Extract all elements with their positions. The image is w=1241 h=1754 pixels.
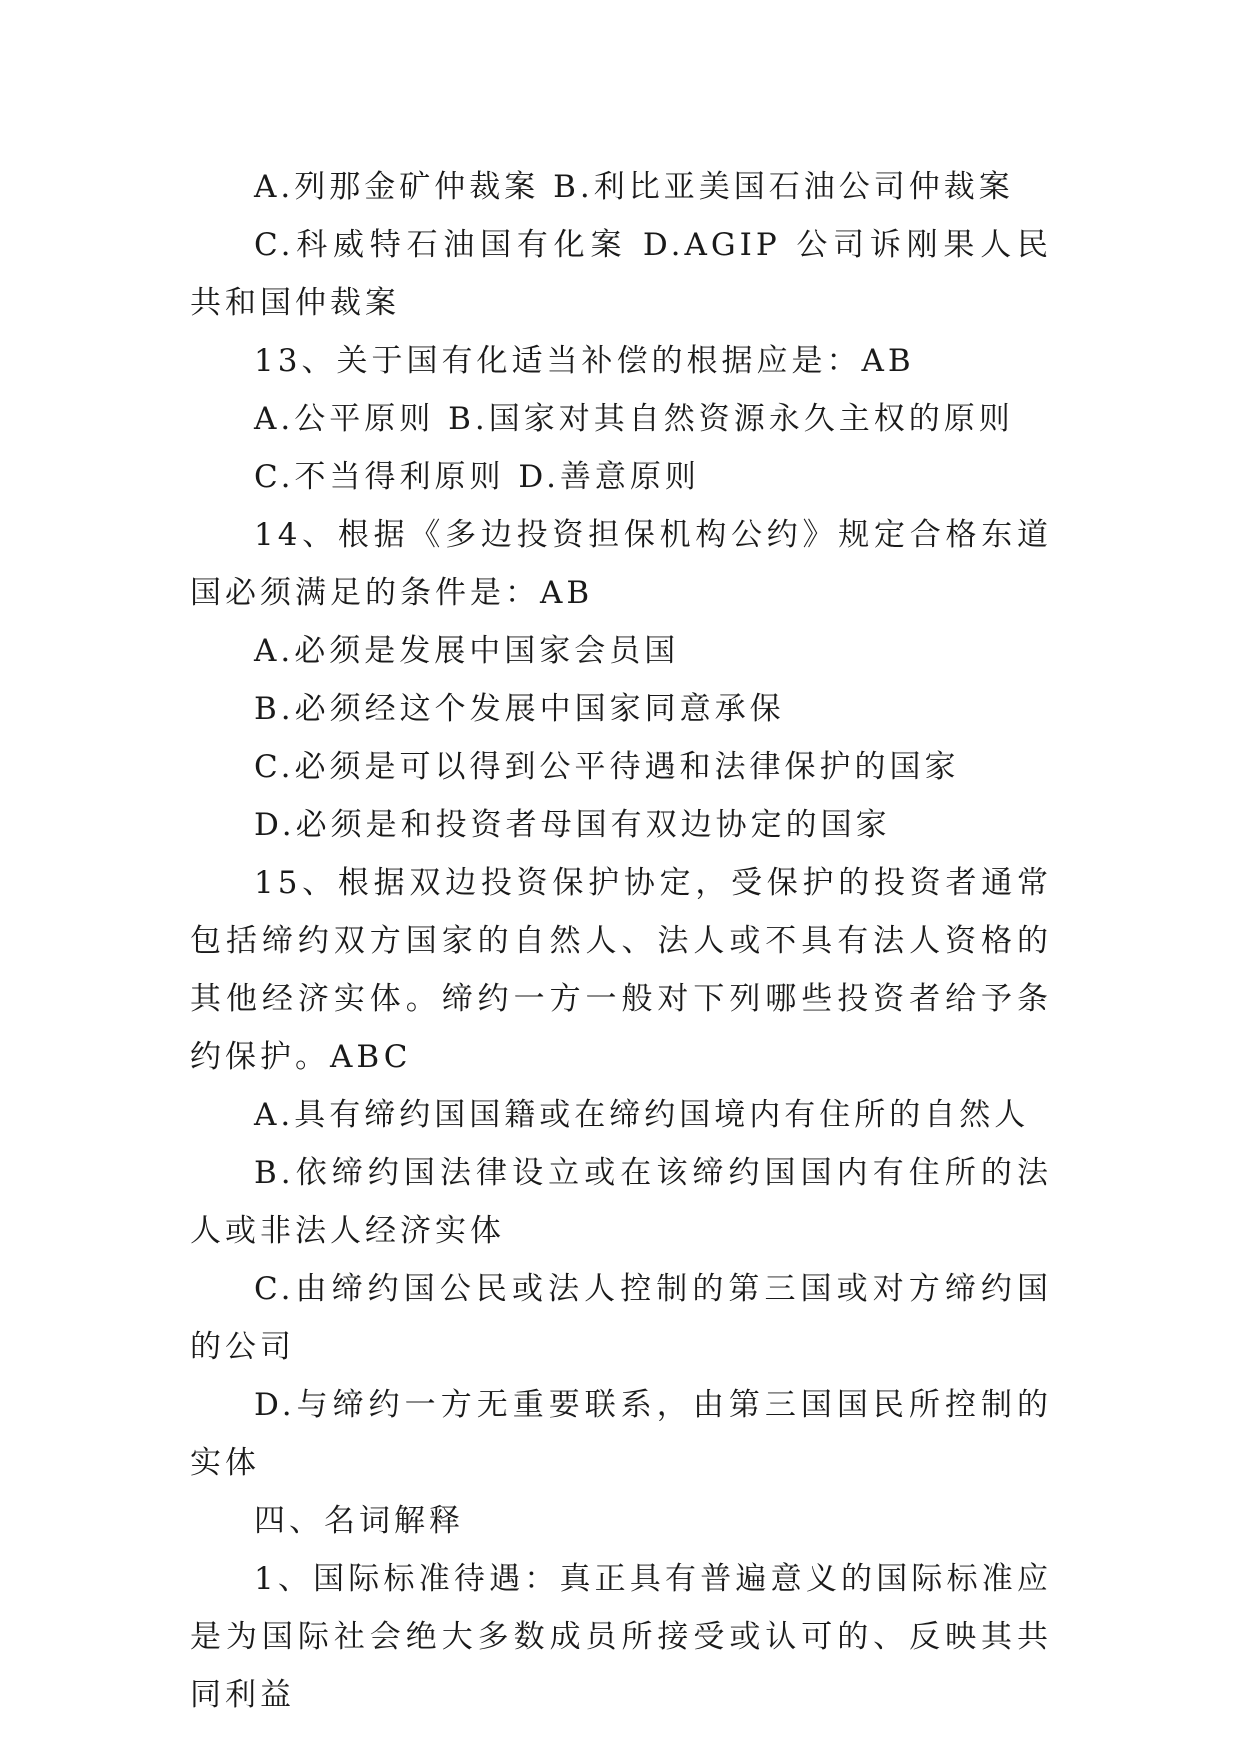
question-14-option-c: C.必须是可以得到公平待遇和法律保护的国家 — [254, 749, 960, 785]
question-15-option-c: C.由缔约国公民或法人控制的第三国或对方缔约国的公司 — [190, 1271, 1052, 1365]
question-14: 14、根据《多边投资担保机构公约》规定合格东道国必须满足的条件是：AB — [190, 517, 1052, 611]
question-14-option-b: B.必须经这个发展中国家同意承保 — [254, 691, 785, 727]
question-15-option-b: B.依缔约国法律设立或在该缔约国国内有住所的法人或非法人经济实体 — [190, 1155, 1052, 1249]
question-13: 13、关于国有化适当补偿的根据应是：AB — [254, 343, 915, 379]
option-line-c-d-arbitration: C.科威特石油国有化案 D.AGIP 公司诉刚果人民共和国仲裁案 — [190, 227, 1052, 321]
option-line-a-b-arbitration: A.列那金矿仲裁案 B.利比亚美国石油公司仲裁案 — [254, 169, 1014, 205]
question-15: 15、根据双边投资保护协定，受保护的投资者通常包括缔约双方国家的自然人、法人或不具有法人资格的其他经济实体。缔约一方一般对下列哪些投资者给予条约保护。ABC — [190, 865, 1052, 1075]
section-heading-term-explanation: 四、名词解释 — [254, 1503, 464, 1539]
term-1-definition: 1、国际标准待遇：真正具有普遍意义的国际标准应是为国际社会绝大多数成员所接受或认可的、反映其共同利益 — [190, 1561, 1052, 1713]
question-14-option-a: A.必须是发展中国家会员国 — [254, 633, 680, 669]
question-14-option-d: D.必须是和投资者母国有双边协定的国家 — [254, 807, 891, 843]
document-body — [190, 158, 1052, 1724]
question-15-option-d: D.与缔约一方无重要联系，由第三国国民所控制的实体 — [190, 1387, 1052, 1481]
question-13-options-c-d: C.不当得利原则 D.善意原则 — [254, 459, 700, 495]
question-13-options-a-b: A.公平原则 B.国家对其自然资源永久主权的原则 — [254, 401, 1014, 437]
question-15-option-a: A.具有缔约国国籍或在缔约国境内有住所的自然人 — [254, 1097, 1030, 1133]
